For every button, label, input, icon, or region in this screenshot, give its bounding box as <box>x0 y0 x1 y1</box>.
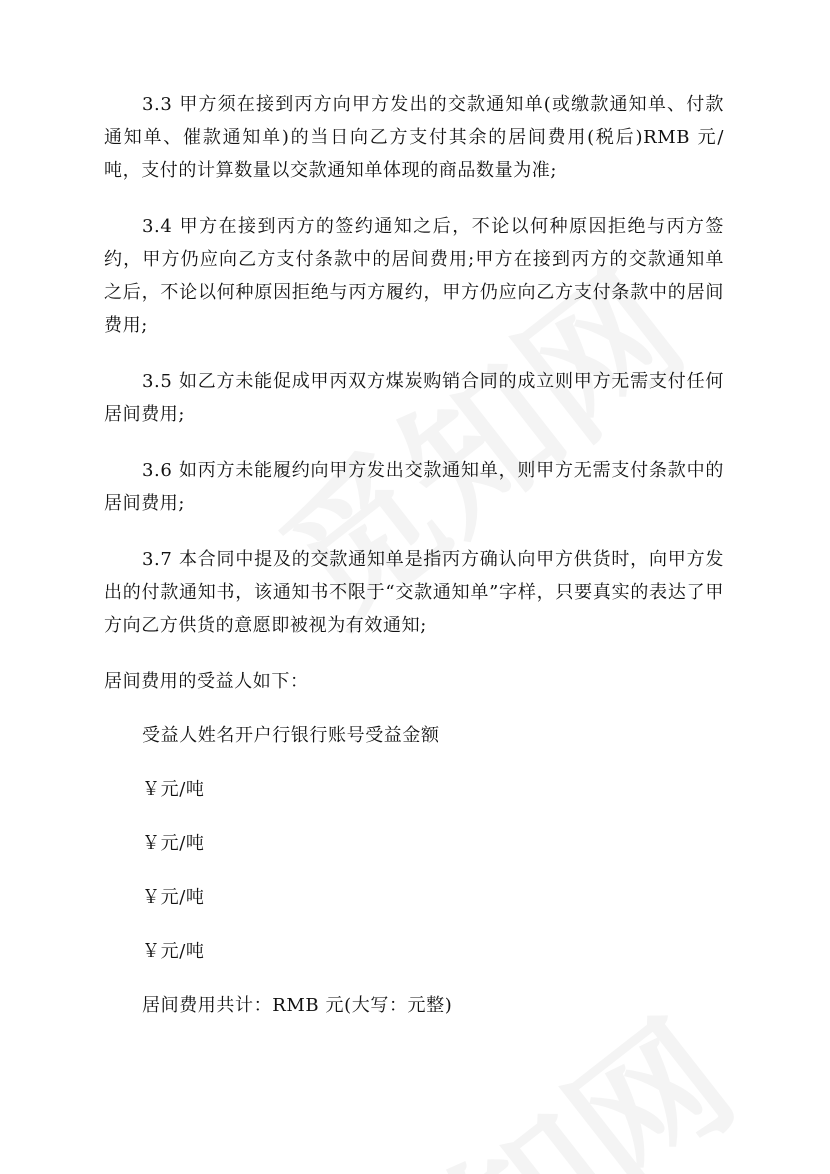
clause-3-5: 3.5 如乙方未能促成甲丙双方煤炭购销合同的成立则甲方无需支付任何居间费用; <box>104 371 724 425</box>
beneficiary-row: ￥元/吨 <box>142 833 205 854</box>
beneficiary-row: ￥元/吨 <box>142 941 205 962</box>
clause-3-6: 3.6 如丙方未能履约向甲方发出交款通知单，则甲方无需支付条款中的居间费用; <box>104 460 724 514</box>
beneficiary-table-header: 受益人姓名开户行银行账号受益金额 <box>142 725 440 746</box>
clause-3-4: 3.4 甲方在接到丙方的签约通知之后，不论以何种原因拒绝与丙方签约，甲方仍应向乙方支付条款中的居间费用;甲方在接到丙方的交款通知单之后，不论以何种原因拒绝与丙方履约，甲方仍应向乙方支付条款中的居间费用; <box>104 216 724 336</box>
document-body <box>104 88 724 1043</box>
beneficiary-row: ￥元/吨 <box>142 779 205 800</box>
clause-3-7: 3.7 本合同中提及的交款通知单是指丙方确认向甲方供货时，向甲方发出的付款通知书，该通知书不限于“交款通知单”字样，只要真实的表达了甲方向乙方供货的意愿即被视为有效通知; <box>104 549 724 636</box>
clause-3-3: 3.3 甲方须在接到丙方向甲方发出的交款通知单(或缴款通知单、付款通知单、催款通知单)的当日向乙方支付其余的居间费用(税后)RMB 元/吨，支付的计算数量以交款通知单体现的商品数量为准; <box>104 94 724 181</box>
beneficiary-intro: 居间费用的受益人如下： <box>104 671 309 692</box>
beneficiary-row: ￥元/吨 <box>142 887 205 908</box>
commission-total: 居间费用共计：RMB 元(大写：元整) <box>142 995 453 1016</box>
